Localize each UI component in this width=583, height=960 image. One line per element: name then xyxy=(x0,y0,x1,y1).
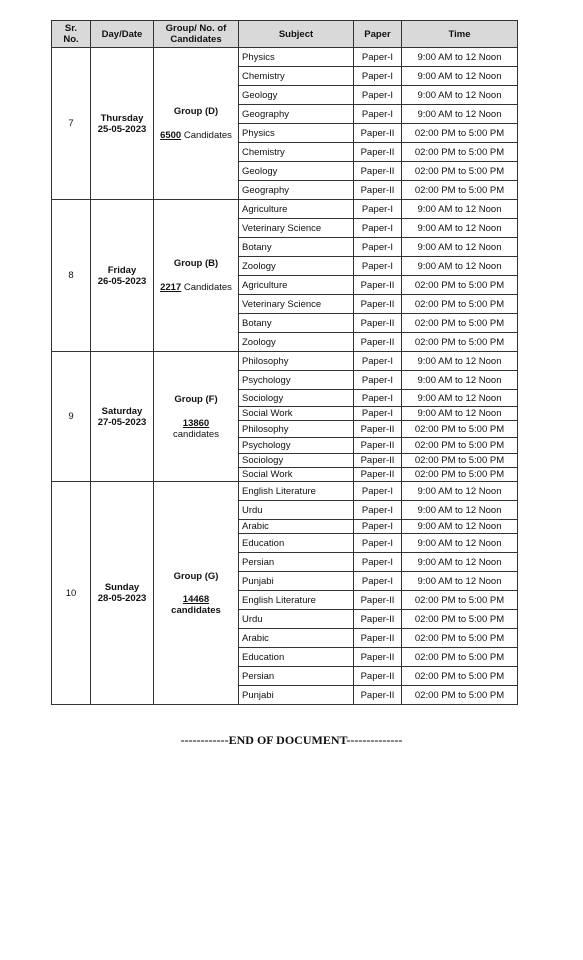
paper-cell: Paper-I xyxy=(354,219,402,238)
subject-cell: Psychology xyxy=(239,371,354,390)
paper-cell: Paper-I xyxy=(354,482,402,501)
candidate-count: 6500 xyxy=(160,130,182,141)
candidate-label: Candidates xyxy=(181,282,232,293)
subject-cell: Chemistry xyxy=(239,67,354,86)
subject-cell: Agriculture xyxy=(239,200,354,219)
subject-cell: Zoology xyxy=(239,333,354,352)
subject-cell: Sociology xyxy=(239,454,354,468)
day-name: Saturday xyxy=(101,405,143,417)
time-cell: 02:00 PM to 5:00 PM xyxy=(402,295,518,314)
time-cell: 9:00 AM to 12 Noon xyxy=(402,390,518,407)
time-cell: 9:00 AM to 12 Noon xyxy=(402,200,518,219)
day-date xyxy=(91,48,154,200)
exam-date: 26-05-2023 xyxy=(97,275,147,287)
time-cell: 02:00 PM to 5:00 PM xyxy=(402,143,518,162)
time-cell: 02:00 PM to 5:00 PM xyxy=(402,181,518,200)
paper-cell: Paper-II xyxy=(354,610,402,629)
subject-cell: Zoology xyxy=(239,257,354,276)
subject-cell: Urdu xyxy=(239,610,354,629)
time-cell: 02:00 PM to 5:00 PM xyxy=(402,314,518,333)
end-of-document: ------------END OF DOCUMENT-------------- xyxy=(180,733,403,747)
subject-cell: Agriculture xyxy=(239,276,354,295)
subject-cell: Education xyxy=(239,534,354,553)
time-cell: 9:00 AM to 12 Noon xyxy=(402,257,518,276)
subject-cell: Psychology xyxy=(239,438,354,454)
paper-cell: Paper-II xyxy=(354,421,402,438)
subject-cell: Botany xyxy=(239,238,354,257)
subject-cell: Sociology xyxy=(239,390,354,407)
time-cell: 9:00 AM to 12 Noon xyxy=(402,238,518,257)
time-cell: 02:00 PM to 5:00 PM xyxy=(402,421,518,438)
subject-cell: Urdu xyxy=(239,501,354,520)
paper-cell: Paper-II xyxy=(354,276,402,295)
paper-cell: Paper-I xyxy=(354,48,402,67)
header-paper: Paper xyxy=(354,21,402,48)
day-name: Sunday xyxy=(104,582,140,593)
paper-cell: Paper-I xyxy=(354,390,402,407)
subject-cell: Philosophy xyxy=(239,352,354,371)
group-name: Group (F) xyxy=(174,393,218,405)
exam-date: 27-05-2023 xyxy=(97,416,147,428)
group-name: Group (B) xyxy=(173,258,219,269)
time-cell: 02:00 PM to 5:00 PM xyxy=(402,333,518,352)
subject-cell: Punjabi xyxy=(239,686,354,705)
time-cell: 02:00 PM to 5:00 PM xyxy=(402,162,518,181)
paper-cell: Paper-II xyxy=(354,181,402,200)
time-cell: 9:00 AM to 12 Noon xyxy=(402,572,518,591)
serial-number: 8 xyxy=(52,200,91,352)
table-row xyxy=(52,482,518,501)
time-cell: 9:00 AM to 12 Noon xyxy=(402,48,518,67)
paper-cell: Paper-II xyxy=(354,162,402,181)
schedule-sheet xyxy=(51,20,517,705)
exam-date: 28-05-2023 xyxy=(97,593,147,604)
header-subject: Subject xyxy=(239,21,354,48)
time-cell: 9:00 AM to 12 Noon xyxy=(402,67,518,86)
paper-cell: Paper-I xyxy=(354,200,402,219)
day-name: Friday xyxy=(107,264,137,276)
paper-cell: Paper-II xyxy=(354,686,402,705)
time-cell: 9:00 AM to 12 Noon xyxy=(402,105,518,124)
time-cell: 02:00 PM to 5:00 PM xyxy=(402,648,518,667)
group-name: Group (D) xyxy=(173,106,219,117)
subject-cell: Punjabi xyxy=(239,572,354,591)
paper-cell: Paper-II xyxy=(354,438,402,454)
paper-cell: Paper-I xyxy=(354,238,402,257)
exam-date: 25-05-2023 xyxy=(97,123,147,135)
paper-cell: Paper-II xyxy=(354,591,402,610)
group-candidates xyxy=(154,200,239,352)
serial-number: 9 xyxy=(52,352,91,482)
paper-cell: Paper-II xyxy=(354,454,402,468)
paper-cell: Paper-I xyxy=(354,105,402,124)
subject-cell: Geography xyxy=(239,181,354,200)
subject-cell: Botany xyxy=(239,314,354,333)
time-cell: 9:00 AM to 12 Noon xyxy=(402,219,518,238)
subject-cell: Arabic xyxy=(239,629,354,648)
subject-cell: Persian xyxy=(239,667,354,686)
candidate-count: 13860 xyxy=(182,417,210,429)
time-cell: 02:00 PM to 5:00 PM xyxy=(402,468,518,482)
subject-cell: Veterinary Science xyxy=(239,219,354,238)
candidate-count: 14468 xyxy=(182,593,210,605)
header-sr: Sr. No. xyxy=(52,21,91,48)
time-cell: 9:00 AM to 12 Noon xyxy=(402,407,518,421)
time-cell: 02:00 PM to 5:00 PM xyxy=(402,686,518,705)
paper-cell: Paper-I xyxy=(354,257,402,276)
group-candidates xyxy=(154,352,239,482)
time-cell: 02:00 PM to 5:00 PM xyxy=(402,629,518,648)
candidate-label: Candidates xyxy=(181,130,232,141)
paper-cell: Paper-II xyxy=(354,333,402,352)
time-cell: 02:00 PM to 5:00 PM xyxy=(402,438,518,454)
paper-cell: Paper-I xyxy=(354,86,402,105)
subject-cell: Geography xyxy=(239,105,354,124)
subject-cell: Physics xyxy=(239,124,354,143)
group-candidates xyxy=(154,482,239,705)
subject-cell: Social Work xyxy=(239,407,354,421)
time-cell: 02:00 PM to 5:00 PM xyxy=(402,667,518,686)
subject-cell: Physics xyxy=(239,48,354,67)
header-time: Time xyxy=(402,21,518,48)
candidate-label: candidates xyxy=(171,604,221,616)
time-cell: 02:00 PM to 5:00 PM xyxy=(402,276,518,295)
header-row xyxy=(52,21,518,48)
serial-number: 7 xyxy=(52,48,91,200)
table-row xyxy=(52,352,518,371)
paper-cell: Paper-I xyxy=(354,553,402,572)
paper-cell: Paper-I xyxy=(354,352,402,371)
time-cell: 9:00 AM to 12 Noon xyxy=(402,482,518,501)
paper-cell: Paper-I xyxy=(354,520,402,534)
time-cell: 9:00 AM to 12 Noon xyxy=(402,352,518,371)
time-cell: 9:00 AM to 12 Noon xyxy=(402,520,518,534)
paper-cell: Paper-I xyxy=(354,407,402,421)
subject-cell: English Literature xyxy=(239,591,354,610)
candidate-label: candidates xyxy=(173,428,219,440)
subject-cell: Chemistry xyxy=(239,143,354,162)
table-row xyxy=(52,200,518,219)
paper-cell: Paper-II xyxy=(354,667,402,686)
candidate-count: 2217 xyxy=(160,282,182,293)
time-cell: 02:00 PM to 5:00 PM xyxy=(402,610,518,629)
time-cell: 9:00 AM to 12 Noon xyxy=(402,86,518,105)
subject-cell: Arabic xyxy=(239,520,354,534)
header-day: Day/Date xyxy=(91,21,154,48)
subject-cell: English Literature xyxy=(239,482,354,501)
table-row xyxy=(52,48,518,67)
paper-cell: Paper-I xyxy=(354,572,402,591)
time-cell: 02:00 PM to 5:00 PM xyxy=(402,124,518,143)
paper-cell: Paper-II xyxy=(354,629,402,648)
paper-cell: Paper-II xyxy=(354,314,402,333)
header-group: Group/ No. of Candidates xyxy=(154,21,239,48)
paper-cell: Paper-II xyxy=(354,124,402,143)
paper-cell: Paper-I xyxy=(354,371,402,390)
paper-cell: Paper-I xyxy=(354,67,402,86)
subject-cell: Philosophy xyxy=(239,421,354,438)
paper-cell: Paper-II xyxy=(354,295,402,314)
time-cell: 9:00 AM to 12 Noon xyxy=(402,534,518,553)
subject-cell: Social Work xyxy=(239,468,354,482)
exam-schedule-table xyxy=(51,20,518,705)
subject-cell: Education xyxy=(239,648,354,667)
group-candidates xyxy=(154,48,239,200)
group-name: Group (G) xyxy=(173,570,219,582)
serial-number: 10 xyxy=(52,482,91,705)
time-cell: 9:00 AM to 12 Noon xyxy=(402,553,518,572)
subject-cell: Veterinary Science xyxy=(239,295,354,314)
day-name: Thursday xyxy=(100,112,144,124)
paper-cell: Paper-I xyxy=(354,501,402,520)
time-cell: 02:00 PM to 5:00 PM xyxy=(402,454,518,468)
time-cell: 9:00 AM to 12 Noon xyxy=(402,371,518,390)
day-date xyxy=(91,352,154,482)
paper-cell: Paper-II xyxy=(354,648,402,667)
subject-cell: Persian xyxy=(239,553,354,572)
day-date xyxy=(91,482,154,705)
time-cell: 9:00 AM to 12 Noon xyxy=(402,501,518,520)
paper-cell: Paper-II xyxy=(354,143,402,162)
day-date xyxy=(91,200,154,352)
subject-cell: Geology xyxy=(239,162,354,181)
time-cell: 02:00 PM to 5:00 PM xyxy=(402,591,518,610)
schedule-body xyxy=(52,48,518,705)
paper-cell: Paper-I xyxy=(354,534,402,553)
subject-cell: Geology xyxy=(239,86,354,105)
paper-cell: Paper-II xyxy=(354,468,402,482)
